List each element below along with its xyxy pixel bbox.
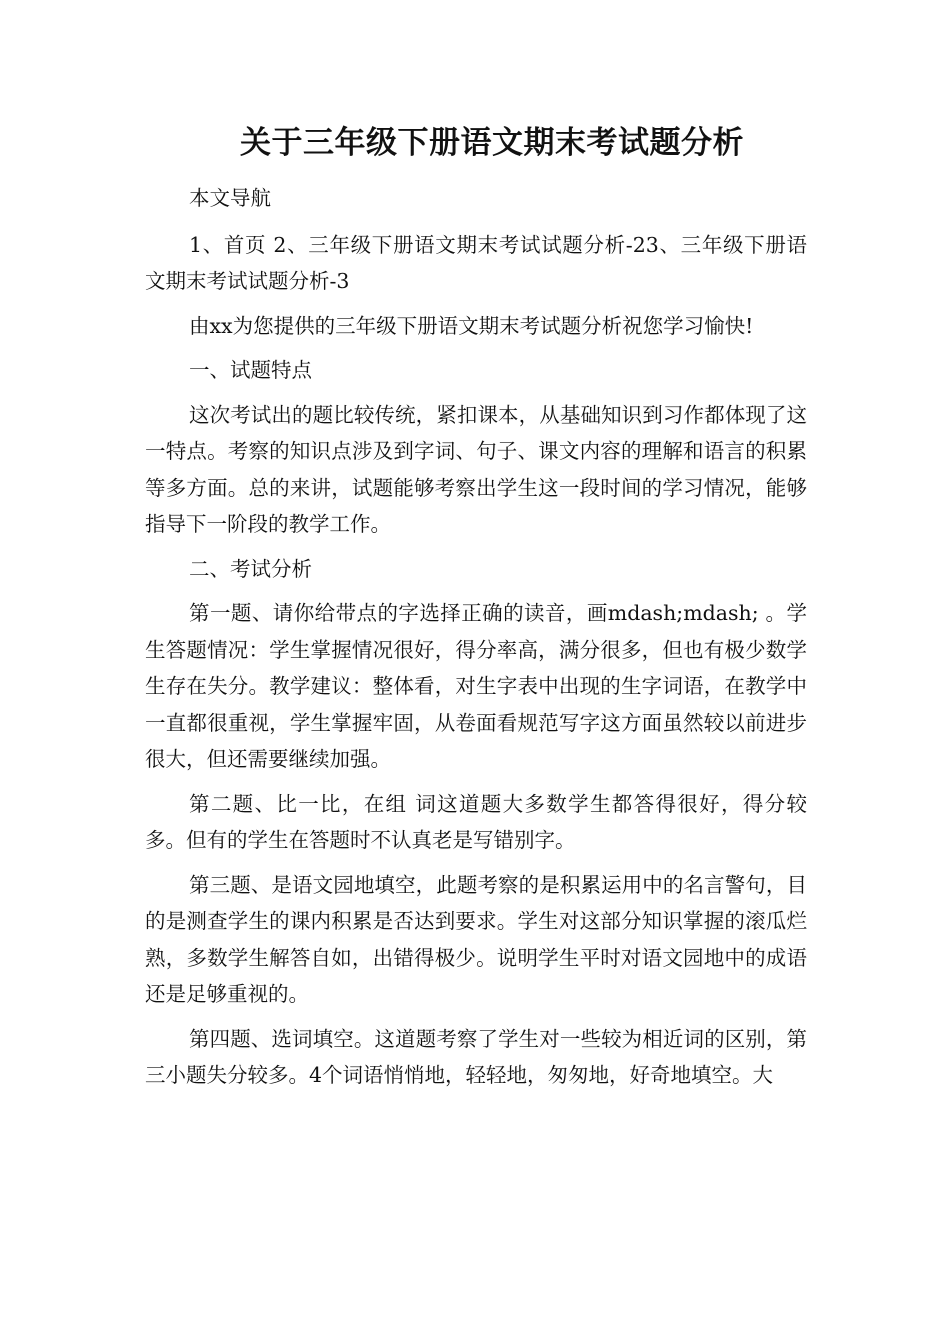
paragraph-question-4: 第四题、选词填空。这道题考察了学生对一些较为相近词的区别，第三小题失分较多。4个词语悄悄地，轻轻地，匆匆地，好奇地填空。大 bbox=[145, 1026, 807, 1087]
paragraph-features: 这次考试出的题比较传统，紧扣课本，从基础知识到习作都体现了这一特点。考察的知识点涉及到字词、句子、课文内容的理解和语言的积累等多方面。总的来讲，试题能够考察出学生这一段时间的学习情况，能够指导下一阶段的教学工作。 bbox=[145, 402, 807, 536]
paragraph-question-2: 第二题、比一比，在组 词这道题大多数学生都答得很好，得分较多。但有的学生在答题时不认真老是写错别字。 bbox=[145, 791, 807, 852]
document-body bbox=[145, 118, 807, 1102]
section-heading-analysis: 二、考试分析 bbox=[189, 556, 312, 581]
paragraph-navigation-links: 1、首页 2、三年级下册语文期末考试试题分析-23、三年级下册语文期末考试试题分析-3 bbox=[145, 232, 807, 293]
section-heading-features: 一、试题特点 bbox=[189, 358, 312, 382]
paragraph-question-3: 第三题、是语文园地填空，此题考察的是积累运用中的名言警句，目的是测查学生的课内积累是否达到要求。学生对这部分知识掌握的滚瓜烂熟，多数学生解答自如，出错得极少。说明学生平时对语文园地中的成语还是足够重视的。 bbox=[145, 872, 807, 1006]
document-title: 关于三年级下册语文期末考试题分析 bbox=[240, 125, 744, 161]
paragraph-question-1: 第一题、请你给带点的字选择正确的读音，画mdash;mdash; 。学生答题情况：学生掌握情况很好，得分率高，满分很多，但也有极少数学生存在失分。教学建议：整体看，对生字表中出现的生字词语，在教学中一直都很重视，学生掌握牢固，从卷面看规范写字这方面虽然较以前进步很大，但还需要继续加强。 bbox=[145, 601, 807, 771]
paragraph-intro: 由xx为您提供的三年级下册语文期末考试题分析祝您学习愉快! bbox=[189, 313, 754, 338]
paragraph-navigation-heading: 本文导航 bbox=[189, 186, 271, 210]
